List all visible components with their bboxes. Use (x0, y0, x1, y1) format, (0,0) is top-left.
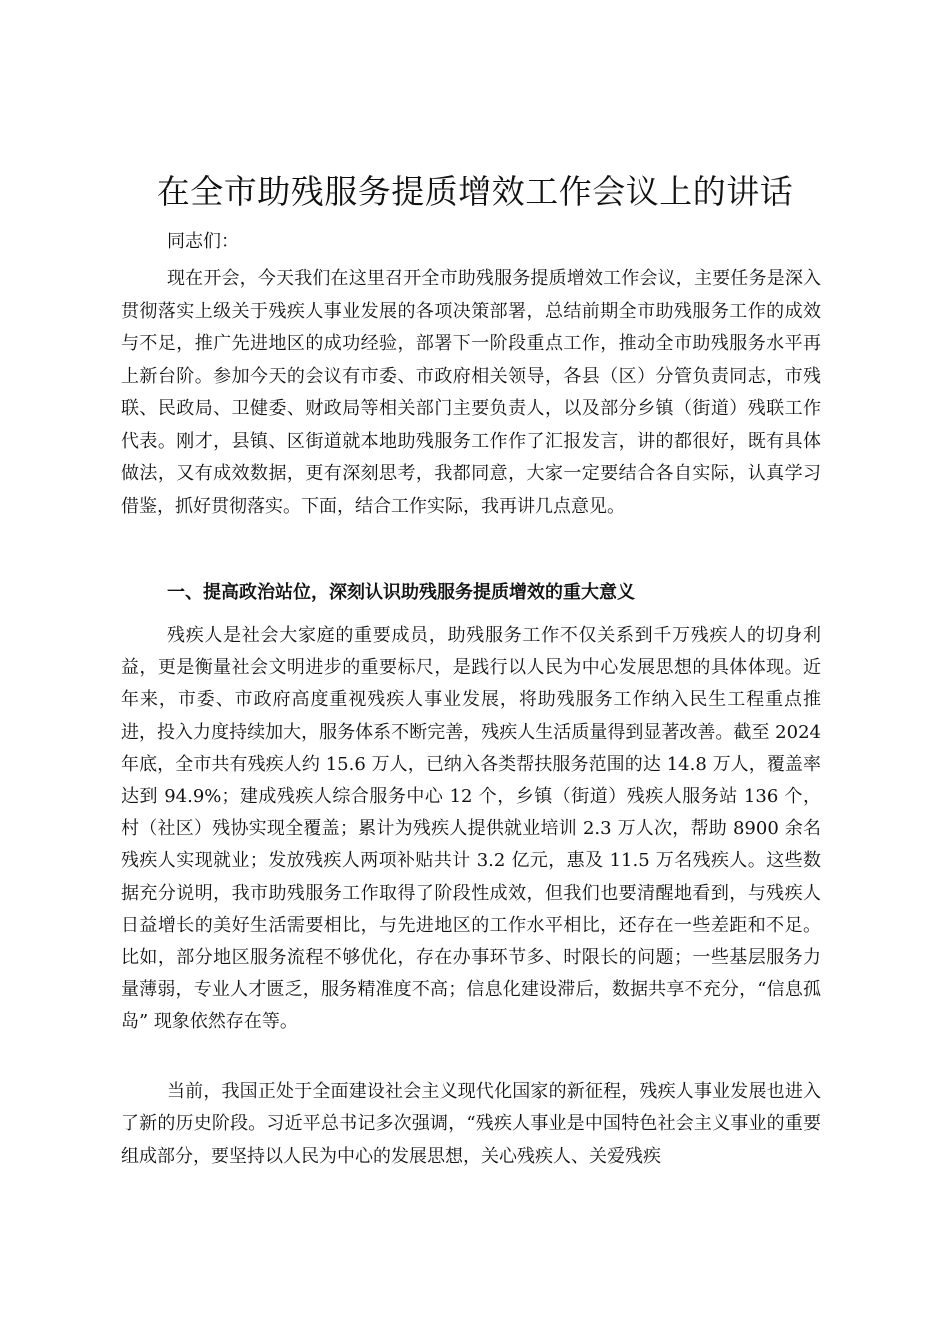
section-heading-1: 一、提高政治站位，深刻认识助残服务提质增效的重大意义 (167, 582, 635, 603)
salutation: 同志们： (167, 231, 239, 252)
section-paragraph-1: 残疾人是社会大家庭的重要成员，助残服务工作不仅关系到千万残疾人的切身利益，更是衡量社会文明进步的重要标尺，是践行以人民为中心发展思想的具体体现。近年来，市委、市政府高度重视残疾人事业发展，将助残服务工作纳入民生工程重点推进，投入力度持续加大，服务体系不断完善，残疾人生活质量得到显著改善。截至 2024 年底，全市共有残疾人约 15.6 万人，已纳入各类帮扶服务范围的达 14.8 万人，覆盖率达到 94.9%；建成残疾人综合服务中心 12 个，乡镇（街道）残疾人服务站 136 个，村（社区）残协实现全覆盖；累计为残疾人提供就业培训 2.3 万人次，帮助 8900 余名残疾人实现就业；发放残疾人两项补贴共计 3.2 亿元，惠及 11.5 万名残疾人。这些数据充分说明，我市助残服务工作取得了阶段性成效，但我们也要清醒地看到，与残疾人日益增长的美好生活需要相比，与先进地区的工作水平相比，还存在一些差距和不足。比如，部分地区服务流程不够优化，存在办事环节多、时限长的问题；一些基层服务力量薄弱，专业人才匮乏，服务精准度不高；信息化建设滞后，数据共享不充分，“信息孤岛” 现象依然存在等。 (121, 625, 821, 1033)
section-paragraph-2: 当前，我国正处于全面建设社会主义现代化国家的新征程，残疾人事业发展也进入了新的历史阶段。习近平总书记多次强调，“残疾人事业是中国特色社会主义事业的重要组成部分，要坚持以人民为中心的发展思想，关心残疾人、关爱残疾 (121, 1081, 821, 1167)
opening-paragraph: 现在开会，今天我们在这里召开全市助残服务提质增效工作会议，主要任务是深入贯彻落实上级关于残疾人事业发展的各项决策部署，总结前期全市助残服务工作的成效与不足，推广先进地区的成功经验，部署下一阶段重点工作，推动全市助残服务水平再上新台阶。参加今天的会议有市委、市政府相关领导，各县（区）分管负责同志，市残联、民政局、卫健委、财政局等相关部门主要负责人，以及部分乡镇（街道）残联工作代表。刚才，县镇、区街道就本地助残服务工作作了汇报发言，讲的都很好，既有具体做法，又有成效数据，更有深刻思考，我都同意，大家一定要结合各自实际，认真学习借鉴，抓好贯彻落实。下面，结合工作实际，我再讲几点意见。 (121, 268, 821, 517)
document-title: 在全市助残服务提质增效工作会议上的讲话 (156, 172, 794, 211)
